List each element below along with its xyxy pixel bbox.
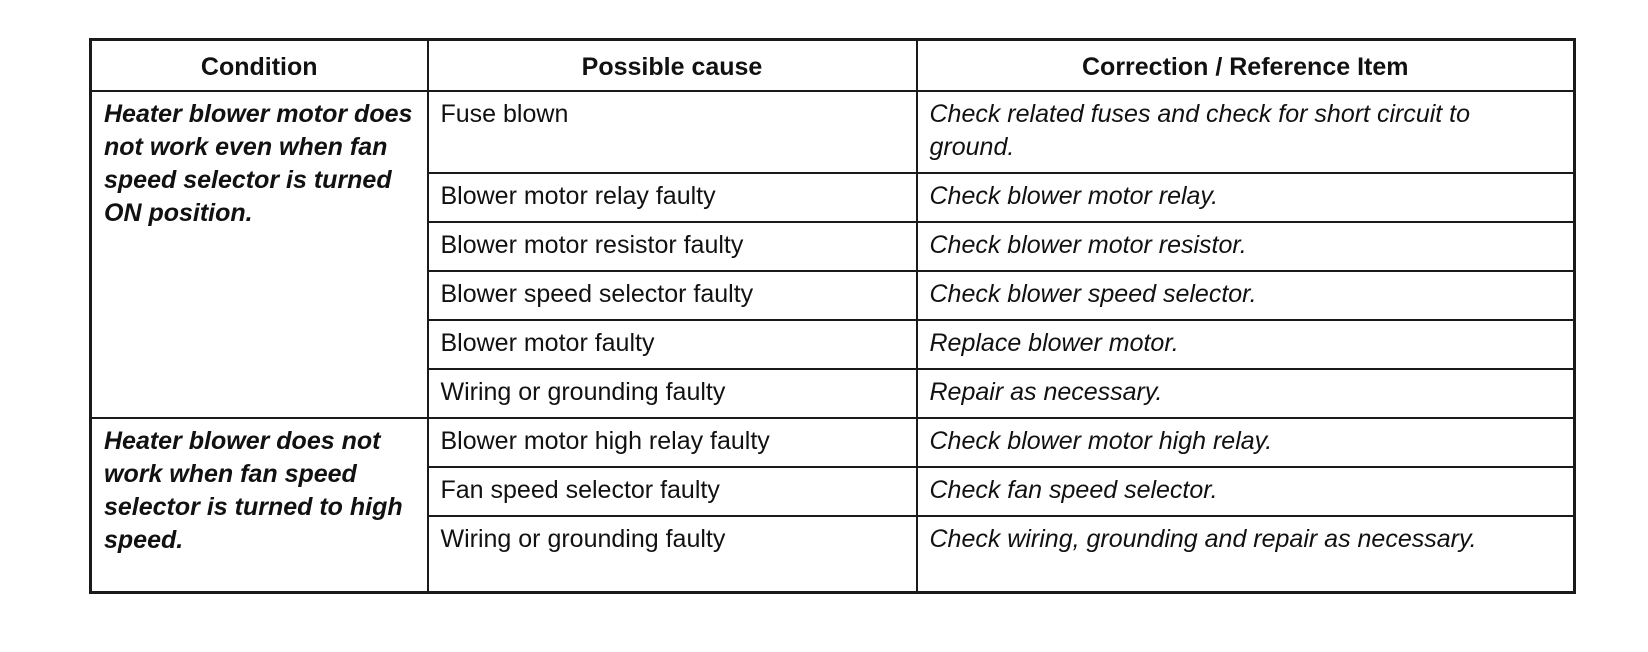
correction-cell: Check wiring, grounding and repair as necessary. — [917, 516, 1575, 592]
correction-cell: Check blower motor high relay. — [917, 418, 1575, 467]
cause-cell: Blower motor faulty — [428, 320, 917, 369]
cause-cell: Blower motor relay faulty — [428, 173, 917, 222]
correction-cell: Replace blower motor. — [917, 320, 1575, 369]
troubleshooting-table — [89, 38, 1576, 594]
cause-cell: Wiring or grounding faulty — [428, 369, 917, 418]
cause-cell: Fuse blown — [428, 91, 917, 173]
correction-cell: Check blower motor resistor. — [917, 222, 1575, 271]
cause-cell: Wiring or grounding faulty — [428, 516, 917, 592]
table-header-row — [91, 40, 1575, 92]
cause-cell: Blower motor resistor faulty — [428, 222, 917, 271]
table-row — [91, 418, 1575, 467]
troubleshooting-sheet — [89, 38, 1573, 594]
cause-cell: Blower motor high relay faulty — [428, 418, 917, 467]
correction-cell: Check fan speed selector. — [917, 467, 1575, 516]
condition-cell: Heater blower motor does not work even when fan speed selector is turned ON position. — [91, 91, 428, 418]
header-possible-cause: Possible cause — [428, 40, 917, 92]
header-correction: Correction / Reference Item — [917, 40, 1575, 92]
condition-cell: Heater blower does not work when fan speed selector is turned to high speed. — [91, 418, 428, 592]
correction-cell: Check blower motor relay. — [917, 173, 1575, 222]
header-condition: Condition — [91, 40, 428, 92]
cause-cell: Fan speed selector faulty — [428, 467, 917, 516]
correction-cell: Check related fuses and check for short circuit to ground. — [917, 91, 1575, 173]
correction-cell: Check blower speed selector. — [917, 271, 1575, 320]
table-row — [91, 91, 1575, 173]
cause-cell: Blower speed selector faulty — [428, 271, 917, 320]
correction-cell: Repair as necessary. — [917, 369, 1575, 418]
